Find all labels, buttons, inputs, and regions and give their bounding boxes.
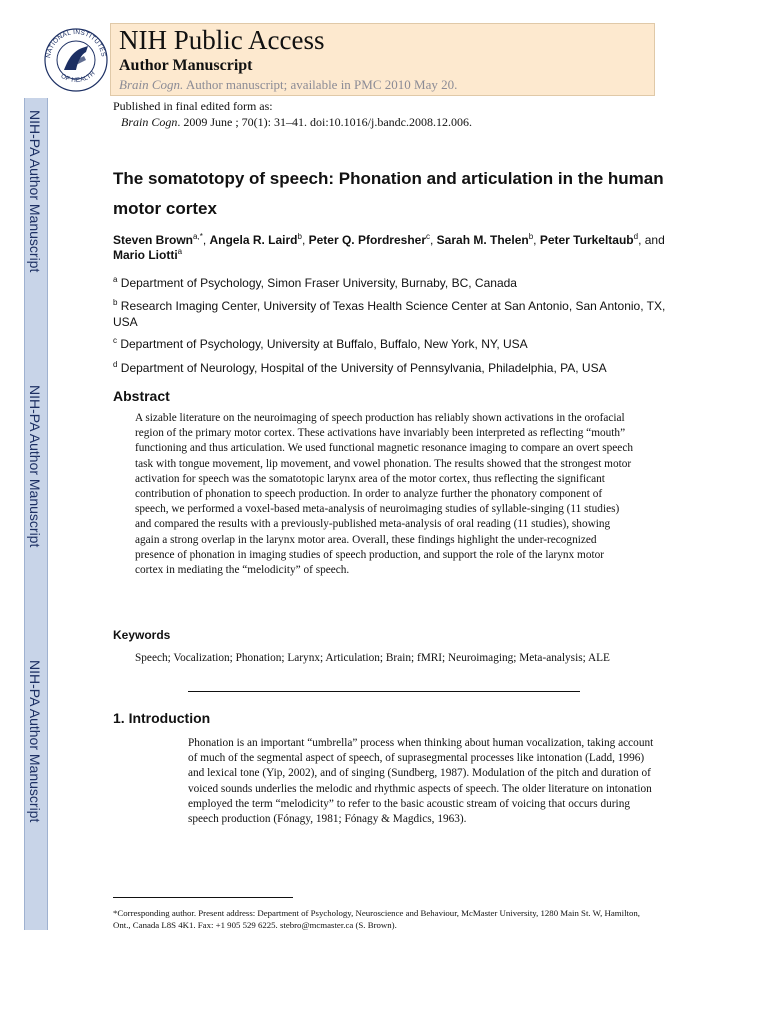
introduction-text: Phonation is an important “umbrella” process when thinking about human vocalization, taking account of much of the segmental aspect of speech, of suprasegmental processes like intonation (Ladd, 1996) and lexical tone (Yip, 2002), and of singing (Sundberg, 1987). Modulation of the pitch and duration of voiced sounds underlies the melodic and rhythmic aspects of speech. The older literature on intonation employed the term “melodicity” to refer to the basic acoustic stream of voicing that occurs during speech production (Fónagy, 1981; Fónagy & Magdics, 1963). — [188, 737, 654, 826]
published-citation: Brain Cogn. 2009 June ; 70(1): 31–41. doi:10.1016/j.bandc.2008.12.006. — [121, 115, 472, 129]
nih-public-access-header — [110, 23, 655, 96]
footnote-divider — [113, 897, 293, 898]
published-in — [113, 98, 472, 130]
author-name: Sarah M. Thelen — [436, 233, 529, 247]
section-divider — [188, 691, 580, 692]
header-title: NIH Public Access — [119, 25, 325, 55]
nih-pa-sidebar: NIH-PA Author Manuscript NIH-PA Author Manuscript NIH-PA Author Manuscript — [24, 98, 48, 930]
header-availability: Brain Cogn. Author manuscript; available in PMC 2010 May 20. — [119, 77, 458, 92]
affiliation: $^a$ Department of Psychology, Simon Fraser University, Burnaby, BC, Canada — [113, 275, 517, 290]
keywords-text: Speech; Vocalization; Phonation; Larynx; Articulation; Brain; fMRI; Neuroimaging; Meta-analysis; ALE — [135, 652, 610, 664]
introduction-heading: 1. Introduction — [113, 710, 211, 726]
published-label: Published in final edited form as: — [113, 99, 273, 113]
nih-logo — [42, 20, 110, 96]
author-name: Mario Liotti — [113, 248, 178, 262]
abstract-heading: Abstract — [113, 388, 170, 404]
affiliation: $^c$ Department of Psychology, University at Buffalo, Buffalo, New York, NY, USA — [113, 336, 528, 351]
affiliation: $^b$ Research Imaging Center, University of Texas Health Science Center at San Antonio, San Antonio, TX, USA — [113, 298, 666, 329]
logo-text-bottom: OF HEALTH — [59, 69, 97, 85]
affiliation: $^d$ Department of Neurology, Hospital of the University of Pennsylvania, Philadelphia, PA, USA — [113, 360, 607, 375]
article-title: The somatotopy of speech: Phonation and articulation in the human motor cortex — [113, 169, 664, 218]
author-name: Angela R. Laird — [209, 233, 298, 247]
author-name: Steven Brown — [113, 233, 194, 247]
logo-text-top: NATIONAL INSTITUTES — [45, 28, 107, 59]
abstract-text: A sizable literature on the neuroimaging of speech production has reliably shown activations in the orofacial region of the primary motor cortex. These activations have invariably been interpreted as reflecting “mouth” functioning and thus articulation. We used functional magnetic resonance imaging to compare an overt speech task with tongue movement, lip movement, and vowel phonation. The results showed that the strongest motor activation for speech was the somatotopic larynx area of the motor cortex, thus reflecting the significant contribution of phonation to speech production. In order to analyze further the phonatory component of speech, we performed a voxel-based meta-analysis of neuroimaging studies of syllable-singing (11 studies) and compared the results with a previously-published meta-analysis of oral reading (11 studies), showing again a strong overlap in the larynx motor area. Overall, these findings highlight the under-recognized presence of phonation in imaging studies of speech production, and support the role of the larynx motor cortex in mediating the “melodicity” of speech. — [135, 412, 633, 577]
footnote: *Corresponding author. Present address: Department of Psychology, Neuroscience and Behaviour, McMaster University, 1280 Main St. W, Hamilton, Ont., Canada L8S 4K1. Fax: +1 905 529 6225. stebro@mcmaster.ca (S. Brown). — [113, 908, 640, 930]
header-journal: Brain Cogn. — [119, 77, 184, 92]
keywords-heading: Keywords — [113, 628, 171, 642]
header-subtitle: Author Manuscript — [119, 57, 253, 74]
svg-text:OF HEALTH — [59, 70, 96, 84]
author-name: Peter Q. Pfordresher — [308, 233, 426, 247]
author-list: Steven Brown$^{a,*}$, Angela R. Laird$^b$, Peter Q. Pfordresher$^c$, Sarah M. Thelen$^b$, Peter Turkeltaub$^d$, and Mario Liotti$^a$ — [113, 232, 665, 262]
author-name: Peter Turkeltaub — [539, 233, 634, 247]
